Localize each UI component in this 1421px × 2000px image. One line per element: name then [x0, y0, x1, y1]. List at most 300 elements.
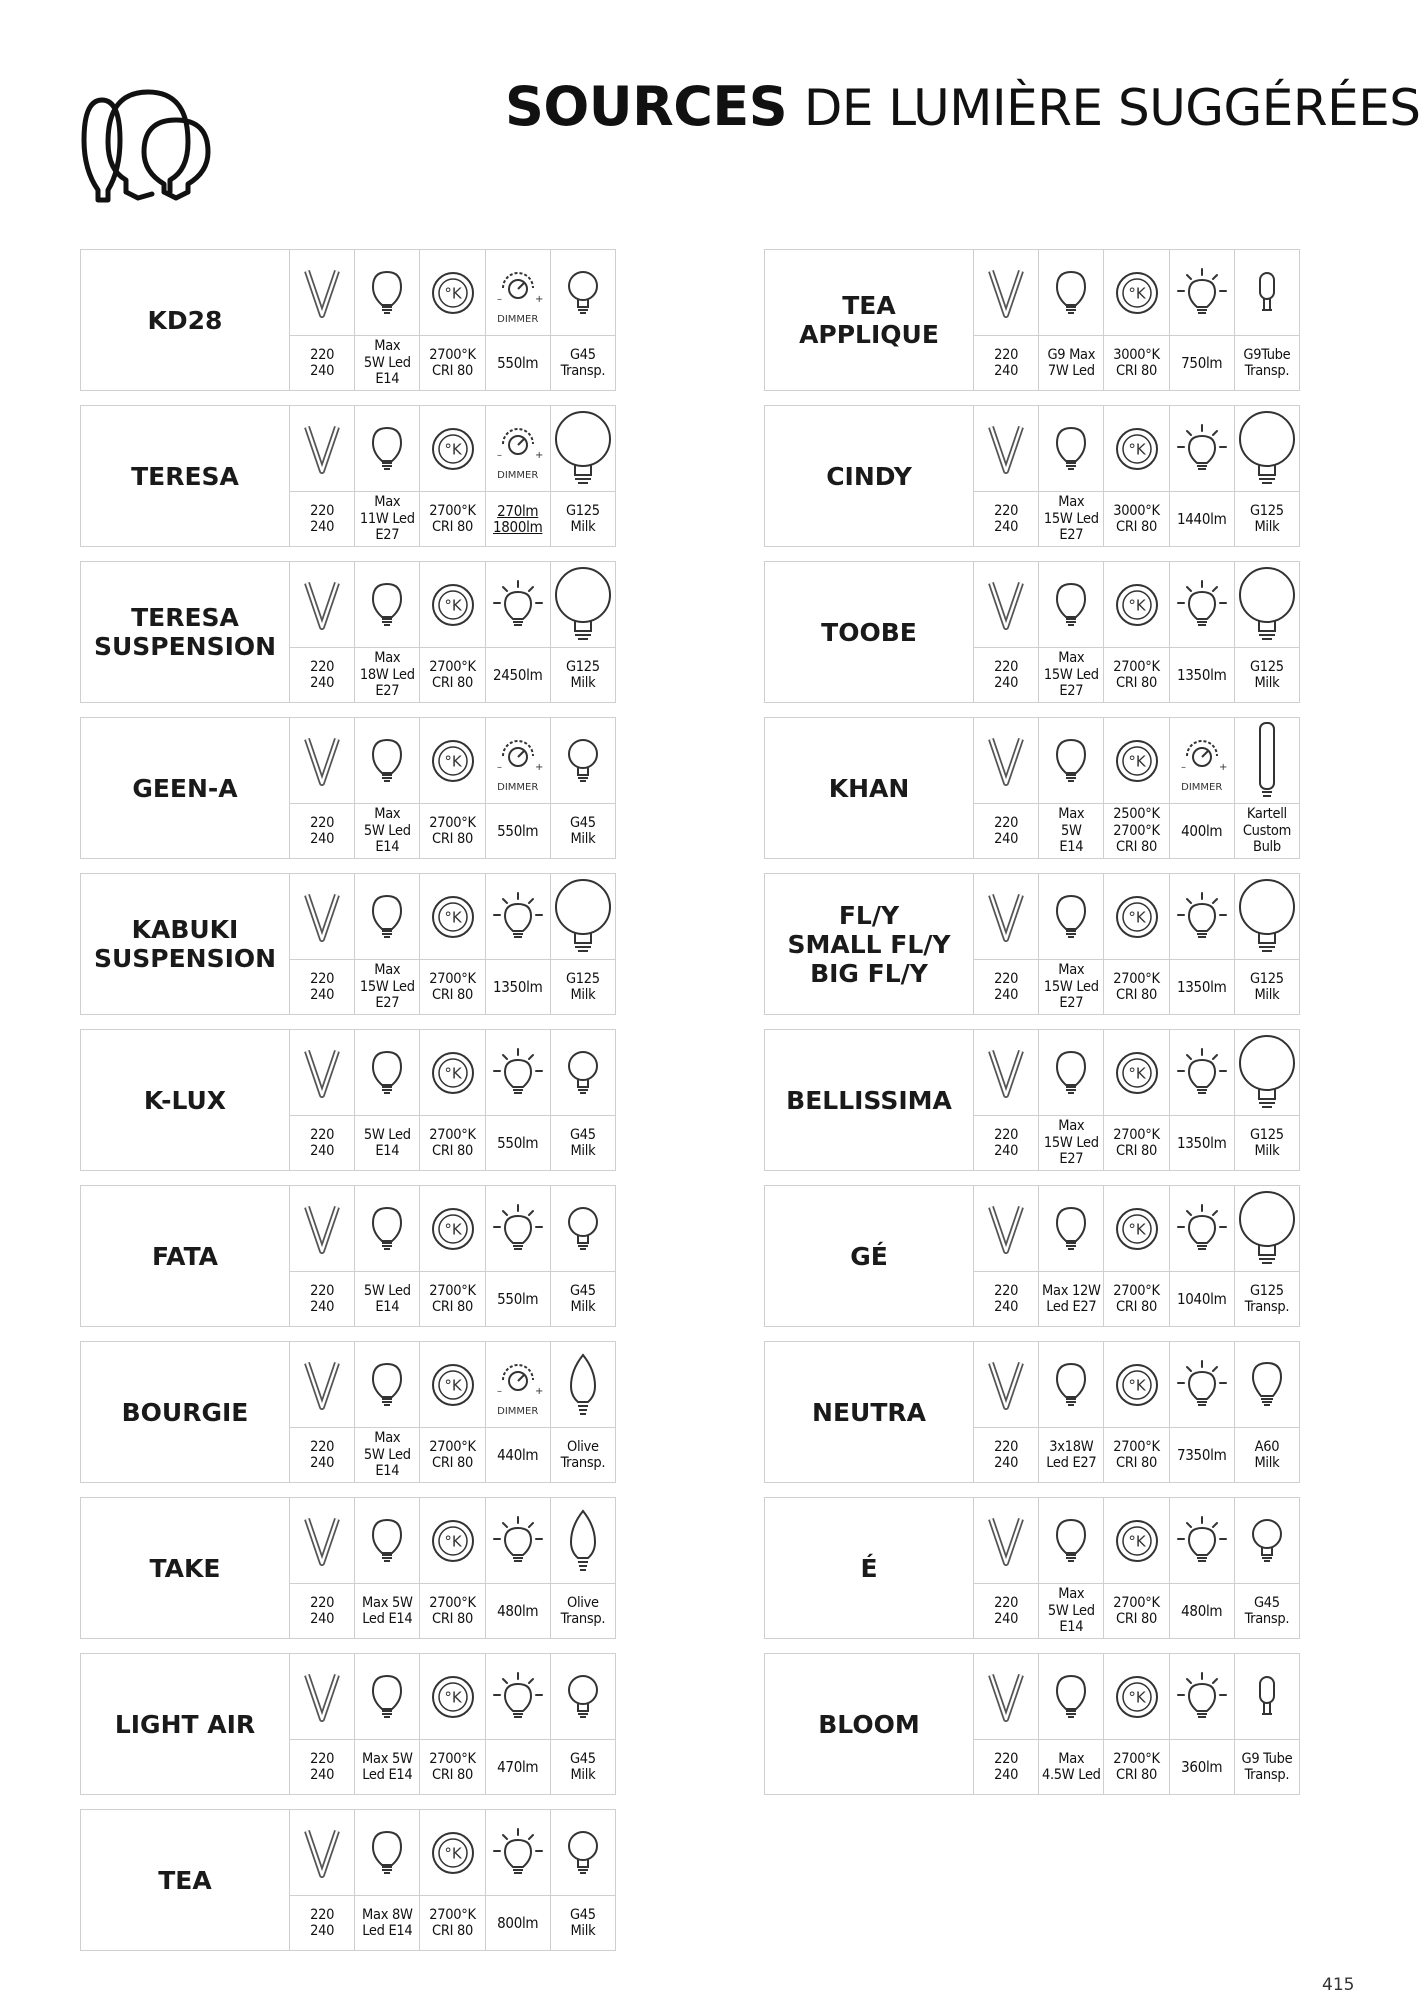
bulb-value: G45 Milk [570, 814, 596, 847]
kelvin-icon [420, 1030, 484, 1116]
temperature-cell [420, 1654, 485, 1794]
temp-value: 3000°K CRI 80 [1113, 346, 1160, 379]
voltage-v-icon [290, 874, 354, 960]
temp-value: 2700°K CRI 80 [1113, 970, 1160, 1003]
temp-value: 2700°K CRI 80 [429, 1906, 476, 1939]
voltage-v-icon [974, 406, 1038, 492]
spec-cells [290, 1810, 615, 1950]
voltage-v-icon [974, 250, 1038, 336]
bulb-cell [1235, 1342, 1299, 1482]
g125-bulb-icon [1235, 562, 1299, 648]
light-rays-icon [1170, 250, 1234, 336]
spec-cells [974, 1654, 1299, 1794]
lumen-cell [486, 1030, 551, 1170]
power-value: Max 15W Led E27 [1043, 962, 1099, 1012]
voltage-value: 220 240 [310, 1594, 335, 1627]
svg-text:+: + [1218, 761, 1228, 773]
power-cell [1039, 1186, 1104, 1326]
temperature-cell [420, 562, 485, 702]
voltage-value: 220 240 [994, 1282, 1019, 1315]
power-cell [1039, 250, 1104, 390]
dimmer-label: DIMMER [1181, 782, 1223, 793]
spec-cells [974, 1498, 1299, 1638]
bulb-cell [551, 250, 615, 390]
lumen-cell [1170, 1030, 1235, 1170]
bulb-value: G125 Milk [1250, 970, 1284, 1003]
power-cell [355, 1810, 420, 1950]
product-row [764, 717, 1300, 859]
power-value: Max 8W Led E14 [362, 1906, 413, 1939]
temperature-cell [1104, 1498, 1169, 1638]
kelvin-icon [1104, 1186, 1168, 1272]
bulb-outline-icon [1039, 562, 1103, 648]
kelvin-icon [420, 562, 484, 648]
svg-text:°K: °K [443, 1532, 462, 1550]
product-name: K-LUX [81, 1030, 290, 1170]
light-rays-icon [1170, 1186, 1234, 1272]
bulb-cell [1235, 874, 1299, 1014]
spec-cells [974, 874, 1299, 1014]
temp-value: 2700°K CRI 80 [1113, 1282, 1160, 1315]
power-cell [355, 1498, 420, 1638]
bulb-value: G125 Milk [566, 658, 600, 691]
voltage-cell [290, 1498, 355, 1638]
product-name: BOURGIE [81, 1342, 290, 1482]
svg-text:°K: °K [443, 284, 462, 302]
temp-value: 2700°K CRI 80 [429, 1438, 476, 1471]
bulb-value: G125 Transp. [1244, 1282, 1290, 1315]
bulb-value: G45 Transp. [1244, 1594, 1290, 1627]
product-row [764, 1653, 1300, 1795]
spec-cells [290, 562, 615, 702]
kelvin-icon [1104, 406, 1168, 492]
bulb-cell [1235, 250, 1299, 390]
lumen-cell [1170, 874, 1235, 1014]
lumen-value: 1350lm [1176, 665, 1227, 684]
light-rays-icon [486, 1186, 550, 1272]
product-name: GEEN-A [81, 718, 290, 858]
spec-cells [974, 718, 1299, 858]
spec-cells [974, 562, 1299, 702]
temperature-cell [420, 1342, 485, 1482]
g45-bulb-icon [551, 1030, 615, 1116]
voltage-value: 220 240 [994, 814, 1019, 847]
voltage-value: 220 240 [310, 970, 335, 1003]
voltage-cell [290, 562, 355, 702]
svg-text:°K: °K [443, 752, 462, 770]
voltage-v-icon [290, 562, 354, 648]
temperature-cell [420, 1030, 485, 1170]
voltage-value: 220 240 [310, 1438, 335, 1471]
bulb-outline-icon [1039, 406, 1103, 492]
product-name: É [765, 1498, 974, 1638]
lumen-cell [486, 250, 551, 390]
bulb-value: A60 Milk [1254, 1438, 1280, 1471]
a60-bulb-icon [1235, 1342, 1299, 1428]
voltage-cell [290, 406, 355, 546]
product-name: BLOOM [765, 1654, 974, 1794]
dimmer-icon [486, 250, 550, 336]
bulb-value: Kartell Custom Bulb [1242, 806, 1291, 856]
lumen-cell [1170, 562, 1235, 702]
bulb-value: G125 Milk [1250, 502, 1284, 535]
temp-value: 2700°K CRI 80 [1113, 1594, 1160, 1627]
temp-value: 3000°K CRI 80 [1113, 502, 1160, 535]
product-name: NEUTRA [765, 1342, 974, 1482]
kelvin-icon [1104, 718, 1168, 804]
spec-cells [974, 250, 1299, 390]
dimmer-icon [486, 718, 550, 804]
bulb-outline-icon [355, 874, 419, 960]
power-cell [355, 406, 420, 546]
voltage-cell [974, 718, 1039, 858]
product-row [764, 1341, 1300, 1483]
voltage-cell [290, 1030, 355, 1170]
temperature-cell [420, 874, 485, 1014]
voltage-value: 220 240 [994, 970, 1019, 1003]
product-row [764, 561, 1300, 703]
product-name: LIGHT AIR [81, 1654, 290, 1794]
dimmer-icon [486, 406, 550, 492]
power-cell [355, 1186, 420, 1326]
product-name: KABUKI SUSPENSION [81, 874, 290, 1014]
bulb-outline-icon [355, 1030, 419, 1116]
voltage-value: 220 240 [310, 1126, 335, 1159]
lumen-cell [486, 1654, 551, 1794]
page-number: 415 [1322, 1975, 1355, 1995]
temperature-cell [420, 1186, 485, 1326]
lumen-value: 7350lm [1176, 1445, 1227, 1464]
bulb-cell [551, 874, 615, 1014]
bulb-outline-icon [355, 562, 419, 648]
lumen-cell [1170, 406, 1235, 546]
olive-bulb-icon [551, 1498, 615, 1584]
bulb-value: G45 Milk [570, 1906, 596, 1939]
voltage-cell [974, 1342, 1039, 1482]
lumen-cell [486, 1186, 551, 1326]
power-cell [1039, 1654, 1104, 1794]
g125-bulb-icon [1235, 874, 1299, 960]
bulb-cell [1235, 1498, 1299, 1638]
temp-value: 2700°K CRI 80 [429, 1126, 476, 1159]
voltage-value: 220 240 [310, 1906, 335, 1939]
voltage-cell [974, 562, 1039, 702]
bulb-outline-icon [355, 1186, 419, 1272]
power-value: G9 Max 7W Led [1047, 346, 1096, 379]
kelvin-icon [420, 718, 484, 804]
bulb-cell [551, 1342, 615, 1482]
dimmer-label: DIMMER [497, 314, 539, 325]
voltage-value: 220 240 [994, 1750, 1019, 1783]
product-row [764, 249, 1300, 391]
power-cell [1039, 562, 1104, 702]
product-name: FATA [81, 1186, 290, 1326]
lumen-cell [486, 874, 551, 1014]
spec-cells [290, 250, 615, 390]
temp-value: 2700°K CRI 80 [429, 1750, 476, 1783]
power-cell [355, 1030, 420, 1170]
bulb-value: G125 Milk [566, 502, 600, 535]
kelvin-icon [1104, 874, 1168, 960]
product-row [80, 1341, 616, 1483]
svg-text:°K: °K [1127, 596, 1146, 614]
temp-value: 2700°K CRI 80 [429, 658, 476, 691]
product-row [764, 1497, 1300, 1639]
power-value: Max 15W Led E27 [359, 962, 415, 1012]
temperature-cell [1104, 718, 1169, 858]
voltage-cell [974, 1654, 1039, 1794]
bulb-cell [1235, 562, 1299, 702]
lumen-value: 550lm [497, 1133, 539, 1152]
voltage-cell [974, 250, 1039, 390]
bulb-cell [551, 1030, 615, 1170]
lumen-value: 1040lm [1176, 1289, 1227, 1308]
bulb-outline-icon [1039, 1654, 1103, 1740]
kelvin-icon [1104, 250, 1168, 336]
power-value: 5W Led E14 [363, 1126, 411, 1159]
product-name: TERESA [81, 406, 290, 546]
power-cell [355, 562, 420, 702]
bulb-cell [551, 718, 615, 858]
bulb-cell [1235, 406, 1299, 546]
bulb-outline-icon [355, 406, 419, 492]
bulb-value: G125 Milk [566, 970, 600, 1003]
voltage-value: 220 240 [994, 1594, 1019, 1627]
svg-text:–: – [1180, 761, 1186, 773]
bulb-cell [1235, 1186, 1299, 1326]
voltage-cell [974, 1030, 1039, 1170]
spec-cells [974, 1186, 1299, 1326]
bulb-value: G125 Milk [1250, 1126, 1284, 1159]
voltage-v-icon [974, 562, 1038, 648]
temperature-cell [1104, 1030, 1169, 1170]
power-value: Max 5W Led E14 [362, 1594, 413, 1627]
voltage-v-icon [290, 406, 354, 492]
power-value: Max 5W Led E14 [362, 1750, 413, 1783]
power-cell [355, 874, 420, 1014]
temp-value: 2700°K CRI 80 [429, 346, 476, 379]
power-value: Max 15W Led E27 [1043, 494, 1099, 544]
power-cell [355, 718, 420, 858]
kelvin-icon [420, 1498, 484, 1584]
temperature-cell [420, 406, 485, 546]
bulb-cell [1235, 1030, 1299, 1170]
temp-value: 2700°K CRI 80 [1113, 658, 1160, 691]
power-value: Max 11W Led E27 [359, 494, 415, 544]
light-rays-icon [486, 1030, 550, 1116]
title-bold: SOURCES [505, 75, 788, 138]
voltage-v-icon [974, 1654, 1038, 1740]
lumen-cell [1170, 1342, 1235, 1482]
lumen-value: 800lm [497, 1913, 539, 1932]
svg-text:°K: °K [1127, 1688, 1146, 1706]
power-cell [1039, 874, 1104, 1014]
bulb-value: G45 Milk [570, 1126, 596, 1159]
voltage-v-icon [974, 1030, 1038, 1116]
voltage-v-icon [290, 1342, 354, 1428]
power-cell [1039, 1030, 1104, 1170]
svg-text:°K: °K [1127, 1064, 1146, 1082]
product-name: TEA [81, 1810, 290, 1950]
spec-cells [290, 1342, 615, 1482]
voltage-cell [290, 874, 355, 1014]
olive-bulb-icon [551, 1342, 615, 1428]
bulb-cell [551, 1186, 615, 1326]
right-column [764, 249, 1300, 1809]
power-value: 3x18W Led E27 [1046, 1438, 1097, 1471]
temp-value: 2500°K 2700°K CRI 80 [1113, 806, 1160, 856]
g125-bulb-icon [1235, 1030, 1299, 1116]
temp-value: 2700°K CRI 80 [429, 814, 476, 847]
lumen-value: 1440lm [1176, 509, 1227, 528]
voltage-value: 220 240 [310, 502, 335, 535]
lumen-cell [486, 562, 551, 702]
lumen-value: 400lm [1181, 821, 1223, 840]
voltage-cell [974, 1186, 1039, 1326]
light-rays-icon [486, 1810, 550, 1896]
svg-text:°K: °K [443, 908, 462, 926]
spec-cells [974, 1342, 1299, 1482]
lumen-value: 1350lm [1176, 977, 1227, 996]
light-rays-icon [486, 1498, 550, 1584]
power-cell [1039, 718, 1104, 858]
lumen-value: 270lm 1800lm [492, 501, 543, 536]
power-value: Max 5W E14 [1058, 806, 1085, 856]
product-row [80, 873, 616, 1015]
voltage-v-icon [290, 1498, 354, 1584]
bulb-value: G45 Milk [570, 1750, 596, 1783]
g9-tube-icon [1235, 1654, 1299, 1740]
lumen-value: 550lm [497, 1289, 539, 1308]
lumen-cell [486, 1498, 551, 1638]
temp-value: 2700°K CRI 80 [1113, 1438, 1160, 1471]
power-cell [1039, 406, 1104, 546]
spec-cells [974, 1030, 1299, 1170]
voltage-v-icon [290, 1654, 354, 1740]
product-row [764, 873, 1300, 1015]
g45-bulb-icon [551, 1186, 615, 1272]
svg-text:+: + [534, 293, 544, 305]
product-row [80, 1029, 616, 1171]
svg-text:°K: °K [443, 440, 462, 458]
product-row [80, 1185, 616, 1327]
g45-bulb-icon [551, 1810, 615, 1896]
product-row [764, 1185, 1300, 1327]
lumen-value: 440lm [497, 1445, 539, 1464]
product-row [80, 561, 616, 703]
bulb-value: G125 Milk [1250, 658, 1284, 691]
voltage-value: 220 240 [994, 1126, 1019, 1159]
bulb-cell [1235, 718, 1299, 858]
power-cell [355, 250, 420, 390]
product-name: KHAN [765, 718, 974, 858]
lumen-value: 750lm [1181, 353, 1223, 372]
voltage-value: 220 240 [994, 658, 1019, 691]
product-name: GÉ [765, 1186, 974, 1326]
voltage-value: 220 240 [310, 1282, 335, 1315]
lumen-value: 1350lm [1176, 1133, 1227, 1152]
bulb-outline-icon [355, 1342, 419, 1428]
voltage-cell [290, 1186, 355, 1326]
voltage-cell [974, 406, 1039, 546]
page-title [505, 72, 1421, 142]
temperature-cell [420, 1498, 485, 1638]
spec-cells [290, 1498, 615, 1638]
voltage-cell [290, 1342, 355, 1482]
product-name: TAKE [81, 1498, 290, 1638]
kelvin-icon [420, 874, 484, 960]
power-value: Max 12W Led E27 [1042, 1282, 1101, 1315]
bulb-value: G9Tube Transp. [1243, 346, 1291, 379]
temperature-cell [1104, 874, 1169, 1014]
svg-text:°K: °K [443, 1376, 462, 1394]
kelvin-icon [420, 1810, 484, 1896]
temperature-cell [1104, 1342, 1169, 1482]
light-rays-icon [1170, 1030, 1234, 1116]
power-value: Max 18W Led E27 [359, 650, 415, 700]
g45-bulb-icon [551, 250, 615, 336]
svg-text:°K: °K [1127, 440, 1146, 458]
bulb-value: G9 Tube Transp. [1241, 1750, 1293, 1783]
light-rays-icon [1170, 874, 1234, 960]
temperature-cell [1104, 1654, 1169, 1794]
bulb-value: Olive Transp. [560, 1438, 606, 1471]
dimmer-label: DIMMER [497, 470, 539, 481]
svg-text:°K: °K [443, 1064, 462, 1082]
bulb-outline-icon [1039, 1030, 1103, 1116]
bulb-outline-icon [355, 718, 419, 804]
svg-text:°K: °K [443, 1688, 462, 1706]
voltage-v-icon [290, 1030, 354, 1116]
voltage-value: 220 240 [994, 1438, 1019, 1471]
lumen-cell [486, 1342, 551, 1482]
dimmer-label: DIMMER [497, 1406, 539, 1417]
voltage-v-icon [290, 718, 354, 804]
voltage-cell [290, 1810, 355, 1950]
svg-text:–: – [496, 449, 502, 461]
power-value: Max 15W Led E27 [1043, 650, 1099, 700]
power-value: Max 4.5W Led [1041, 1750, 1101, 1783]
light-rays-icon [486, 874, 550, 960]
kelvin-icon [1104, 562, 1168, 648]
voltage-v-icon [290, 1810, 354, 1896]
temp-value: 2700°K CRI 80 [429, 970, 476, 1003]
product-name: TEA APPLIQUE [765, 250, 974, 390]
light-rays-icon [1170, 1654, 1234, 1740]
product-name: CINDY [765, 406, 974, 546]
bulb-value: G45 Transp. [560, 346, 606, 379]
bulb-outline-icon [1039, 1186, 1103, 1272]
power-value: Max 5W Led E14 [363, 1430, 411, 1480]
spec-cells [290, 1030, 615, 1170]
voltage-cell [974, 1498, 1039, 1638]
svg-text:–: – [496, 761, 502, 773]
g45-bulb-icon [551, 718, 615, 804]
kelvin-icon [420, 1654, 484, 1740]
bulbs-logo-icon [78, 80, 210, 202]
temp-value: 2700°K CRI 80 [429, 1594, 476, 1627]
voltage-value: 220 240 [310, 814, 335, 847]
g45-bulb-icon [551, 1654, 615, 1740]
svg-text:+: + [534, 449, 544, 461]
lumen-value: 480lm [497, 1601, 539, 1620]
g125-bulb-icon [551, 562, 615, 648]
bulb-outline-icon [1039, 874, 1103, 960]
voltage-value: 220 240 [310, 658, 335, 691]
lumen-cell [486, 718, 551, 858]
bulb-outline-icon [1039, 1342, 1103, 1428]
light-rays-icon [1170, 562, 1234, 648]
